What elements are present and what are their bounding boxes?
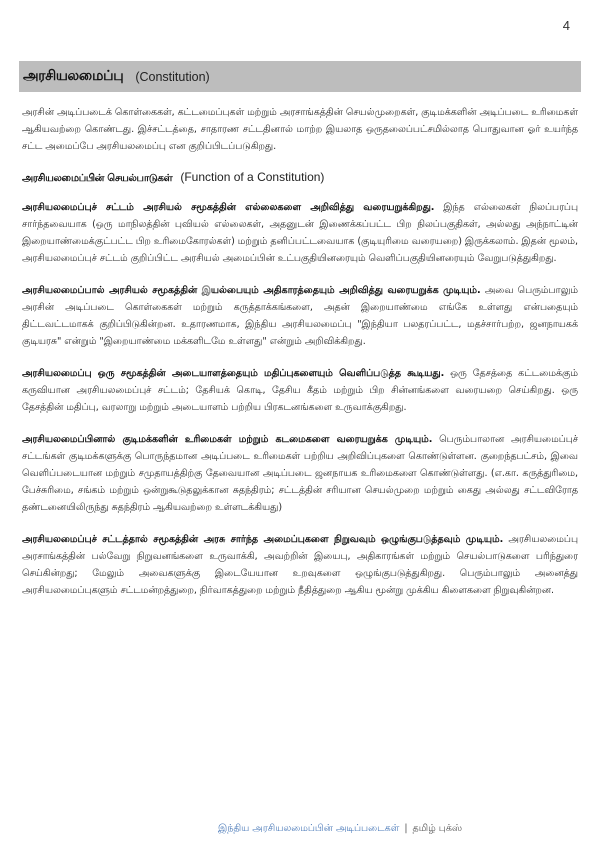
function-lead: அரசியலமைப்பால் அரசியல் சமூகத்தின் இயல்பையும் அதிகாரத்தையும் அறிவித்து வரையறுக்க முடியும். — [22, 285, 481, 296]
footer-publisher: தமிழ் புக்ஸ் — [412, 823, 463, 834]
functions-subheading — [22, 170, 578, 185]
function-body: அரசியலமைப்பு அரசாங்கத்தின் பல்வேறு நிறுவனங்களை உருவாக்கி, அவற்றின் இயைபு, அதிகாரங்கள் மற்றும் செயல்பாடுகளை பரிந்துரை செய்கின்றது; மேலும் அவைகளுக்கு இடையேயான உறவுகளை ஒழுங்குபடுத்துகிறது. பெரும்பாலும் அனைத்து அரசியலமைப்புகளும் சட்டமன்றத்துறை, நிர்வாகத்துறை மற்றும் நீதித்துறை ஆகிய மூன்று முக்கிய கிளைகளை நிறுவுகின்றன. — [22, 534, 578, 596]
function-paragraph-2 — [22, 282, 578, 350]
intro-paragraph: அரசின் அடிப்படைக் கொள்கைகள், கட்டமைப்புகள் மற்றும் அரசாங்கத்தின் செயல்முறைகள், குடிமக்களின் அடிப்படை உரிமைகள் ஆகியவற்றை கொண்டது. இச்சட்டத்தை, சாதாரண சட்டதினால் மாற்ற இயலாத ஒருதலைப்பட்சமில்லாத பொதுவான ஓர் உயர்ந்த சட்ட அமைப்பே அரசியலமைப்பு என குறிப்பிடப்படுகிறது. — [22, 107, 578, 152]
page-content — [22, 104, 578, 614]
page-number: 4 — [562, 18, 570, 33]
function-paragraph-4 — [22, 431, 578, 516]
function-body: இந்த எல்லைகள் நிலப்பரப்பு சார்ந்தவையாக (ஒரு மாநிலத்தின் புவியல் எல்லைகள், அதனுடன் இணைக்கப்பட்ட பிற நிலப்பகுதிகள், அல்லது அந்நாட்டின் இறையாண்மைக்குட்பட்ட பிற உரிமைகோரல்கள்) மற்றும் தனிப்பட்டவையாக (குடியுரிமை வரையறை) இருக்கலாம். இதன் மூலம், அரசியலமைப்புச் சட்டம் குறிப்பிட்ட அரசியல் அமைப்பின் உட்பகுதியினரையும் வெளிப்பகுதியினரையும் வேறுபடுத்துகிறது. — [22, 202, 578, 264]
function-paragraph-1 — [22, 199, 578, 267]
function-body: ஒரு தேசத்தை கட்டமைக்கும் கருவியான அரசியலமைப்புச் சட்டம்; தேசியக் கொடி, தேசிய கீதம் மற்றும் பிற சின்னங்களை வரையறை செய்கிறது. ஒரு தேசத்தின் மதிப்பு, வரலாறு மற்றும் அடையாளம் பற்றிய பிரகடனங்களை உருவாக்குகிறது. — [22, 368, 578, 413]
function-lead: அரசியலமைப்பு ஒரு சமூகத்தின் அடையாளத்தையும் மதிப்புகளையும் வெளிப்படுத்த கூடியது. — [22, 368, 445, 379]
function-lead: அரசியலமைப்பினால் குடிமக்களின் உரிமைகள் மற்றும் கடமைகளை வரையறுக்க முடியும். — [22, 434, 433, 445]
subheading-english: (Function of a Constitution) — [180, 170, 325, 184]
footer-book-title: இந்திய அரசியலமைப்பின் அடிப்படைகள் — [218, 823, 400, 834]
page-footer — [218, 823, 462, 835]
section-title-tamil: அரசியலமைப்பு — [23, 67, 124, 84]
function-body: அவை பெரும்பாலும் அரசின் அடிப்படை கொள்கைகள் மற்றும் கருத்தாக்கங்களை, அதன் இறையாண்மை எங்கே உள்ளது என்பதையும் திட்டவட்டமாகக் குறிப்பிடுகின்றன. உதாரணமாக, இந்திய அரசியலமைப்பு "இந்தியா பலதரப்பட்ட, மதச்சார்பற்ற, ஜனநாயகக் குடியரசு" என்றும் "இறையாண்மை மக்களிடமே உள்ளது" என்றும் அறிவிக்கிறது. — [22, 285, 578, 347]
footer-separator: | — [404, 823, 408, 834]
section-title-english: (Constitution) — [135, 69, 210, 84]
function-paragraph-3 — [22, 365, 578, 416]
function-lead: அரசியலமைப்புச் சட்டம் அரசியல் சமூகத்தின் எல்லைகளை அறிவித்து வரையறுக்கிறது. — [22, 202, 435, 213]
function-paragraph-5 — [22, 531, 578, 599]
section-title-bar — [19, 61, 581, 92]
function-lead: அரசியலமைப்புச் சட்டத்தால் சமூகத்தின் அரசு சார்ந்த அமைப்புகளை நிறுவவும் ஒழுங்குபடுத்தவும் முடியும். — [22, 534, 504, 545]
function-body: பெரும்பாலான அரசியமைப்புச் சட்டங்கள் குடிமக்களுக்கு பொருந்தமான அடிப்படை உரிமைகள் பற்றிய அறிவிப்புகளை கொண்டுள்ளன. குறைந்தபட்சம், இவை வெளிப்படையான மற்றும் சமுதாயத்திற்கு தேவையான அடிப்படை ஜனநாயக உரிமைகளை கொண்டுள்ளது. (எ.கா. கருத்துரிமை, பேச்சுரிமை, சங்கம் மற்றும் ஒன்றுகூடுதலுக்கான சுதந்திரம்; சட்டத்தின் சரியான செயல்முறை மற்றும் கைது அல்லது சட்டவிரோத தண்டனையிலிருந்து சுதந்திரம் ஆகியவற்றை உள்ளடக்கியது) — [22, 434, 578, 513]
subheading-tamil: அரசியலமைப்பின் செயல்பாடுகள் — [22, 173, 173, 184]
